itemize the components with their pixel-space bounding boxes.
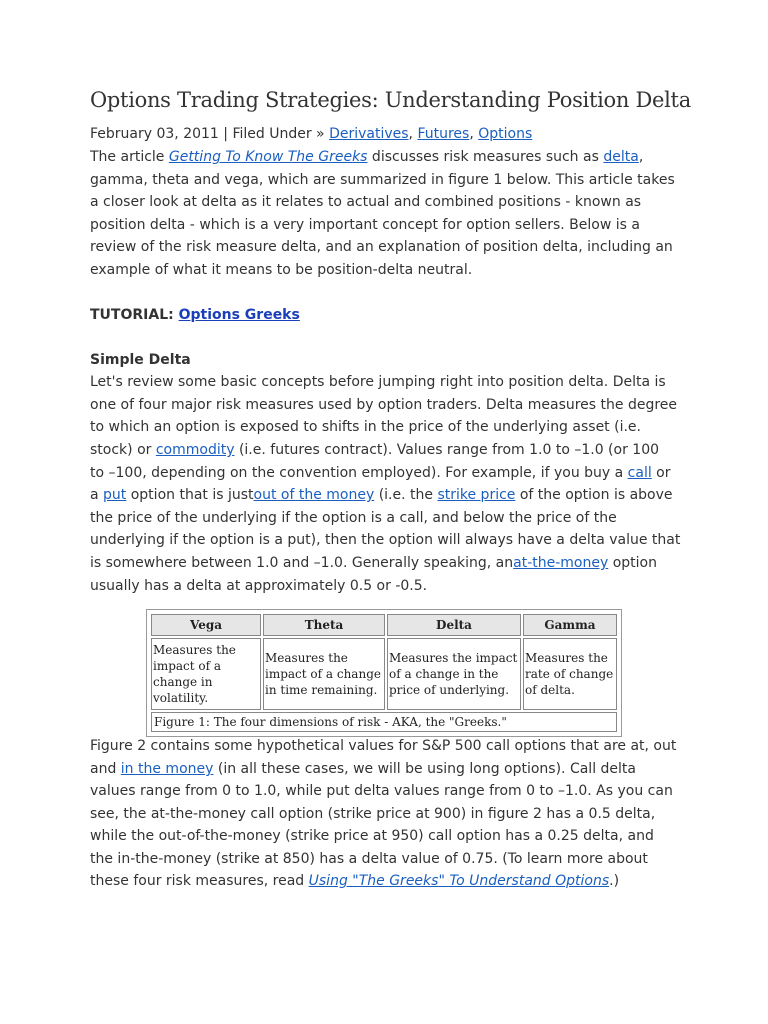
delta-line-7: the price of the underlying if the option is a call, and below the price of the — [90, 510, 617, 526]
intro-line-1: The article Getting To Know The Greeks discusses risk measures such as delta, — [90, 149, 644, 165]
intro-line-3: a closer look at delta as it relates to actual and combined positions - known as — [90, 194, 642, 210]
greeks-table — [149, 612, 619, 734]
link-in-the-money[interactable]: in the money — [120, 761, 214, 777]
figure-1-table — [146, 609, 622, 737]
delta-line-9: is somewhere between 1.0 and –1.0. Generally speaking, anat-the-money option — [90, 555, 657, 571]
delta-line-2: one of four major risk measures used by option traders. Delta measures the degree — [90, 397, 678, 413]
intro-line-5: review of the risk measure delta, and an explanation of position delta, including an — [90, 239, 673, 255]
header-vega: Vega — [151, 614, 261, 636]
fig2-line-1: Figure 2 contains some hypothetical values for S&P 500 call options that are at, out — [90, 738, 677, 754]
meta-date: February 03, 2011 | Filed Under » — [90, 126, 330, 142]
link-out-of-the-money[interactable]: out of the money — [253, 487, 375, 503]
cell-vega: Measures the impact of a change in volatility. — [151, 638, 261, 710]
link-delta[interactable]: delta — [603, 149, 639, 165]
delta-line-8: underlying if the option is a put), then the option will always have a delta value that — [90, 532, 681, 548]
link-at-the-money[interactable]: at-the-money — [513, 555, 609, 571]
table-row — [151, 638, 617, 710]
link-using-the-greeks[interactable]: Using "The Greeks" To Understand Options — [308, 873, 610, 889]
header-theta: Theta — [263, 614, 385, 636]
delta-line-3: to which an option is exposed to shifts in the price of the underlying asset (i.e. — [90, 419, 641, 435]
link-options-greeks[interactable]: Options Greeks — [178, 307, 300, 323]
tutorial-label: TUTORIAL: — [90, 307, 179, 323]
link-call[interactable]: call — [627, 465, 652, 481]
fig2-line-6: the in-the-money (strike at 850) has a delta value of 0.75. (To learn more about — [90, 851, 648, 867]
tutorial-line — [90, 304, 300, 326]
delta-line-5: to –100, depending on the convention employed). For example, if you buy a call or — [90, 465, 671, 481]
cell-gamma: Measures the rate of change of delta. — [523, 638, 617, 710]
delta-line-1: Let's review some basic concepts before jumping right into position delta. Delta is — [90, 374, 666, 390]
delta-line-10: usually has a delta at approximately 0.5 or -0.5. — [90, 578, 428, 594]
header-delta: Delta — [387, 614, 521, 636]
fig2-line-7: these four risk measures, read Using "The Greeks" To Understand Options.) — [90, 873, 620, 889]
intro-line-6: example of what it means to be position-delta neutral. — [90, 262, 473, 278]
link-strike-price[interactable]: strike price — [437, 487, 516, 503]
caption-row — [151, 712, 617, 732]
section-heading-simple-delta: Simple Delta — [90, 352, 191, 368]
figure-caption: Figure 1: The four dimensions of risk - AKA, the "Greeks." — [151, 712, 617, 732]
category-link-derivatives[interactable]: Derivatives — [329, 126, 409, 142]
category-link-futures[interactable]: Futures — [417, 126, 470, 142]
delta-line-6: a put option that is justout of the money (i.e. the strike price of the option is above — [90, 487, 673, 503]
delta-line-4: stock) or commodity (i.e. futures contract). Values range from 1.0 to –1.0 (or 100 — [90, 442, 660, 458]
link-getting-to-know-greeks[interactable]: Getting To Know The Greeks — [168, 149, 368, 165]
category-link-options[interactable]: Options — [478, 126, 533, 142]
fig2-line-5: while the out-of-the-money (strike price at 950) call option has a 0.25 delta, and — [90, 828, 654, 844]
header-gamma: Gamma — [523, 614, 617, 636]
article-meta: February 03, 2011 | Filed Under » Derivatives, Futures, Options — [90, 126, 533, 142]
link-put[interactable]: put — [103, 487, 127, 503]
intro-line-2: gamma, theta and vega, which are summarized in figure 1 below. This article takes — [90, 172, 675, 188]
fig2-line-4: see, the at-the-money call option (strike price at 900) in figure 2 has a 0.5 delta, — [90, 806, 656, 822]
link-commodity[interactable]: commodity — [155, 442, 235, 458]
intro-line-4: position delta - which is a very important concept for option sellers. Below is a — [90, 217, 640, 233]
table-header-row — [151, 614, 617, 636]
fig2-line-2: and in the money (in all these cases, we will be using long options). Call delta — [90, 761, 636, 777]
cell-delta: Measures the impact of a change in the price of underlying. — [387, 638, 521, 710]
fig2-line-3: values range from 0 to 1.0, while put delta values range from 0 to –1.0. As you can — [90, 783, 673, 799]
cell-theta: Measures the impact of a change in time remaining. — [263, 638, 385, 710]
page-title: Options Trading Strategies: Understanding Position Delta — [90, 88, 691, 112]
